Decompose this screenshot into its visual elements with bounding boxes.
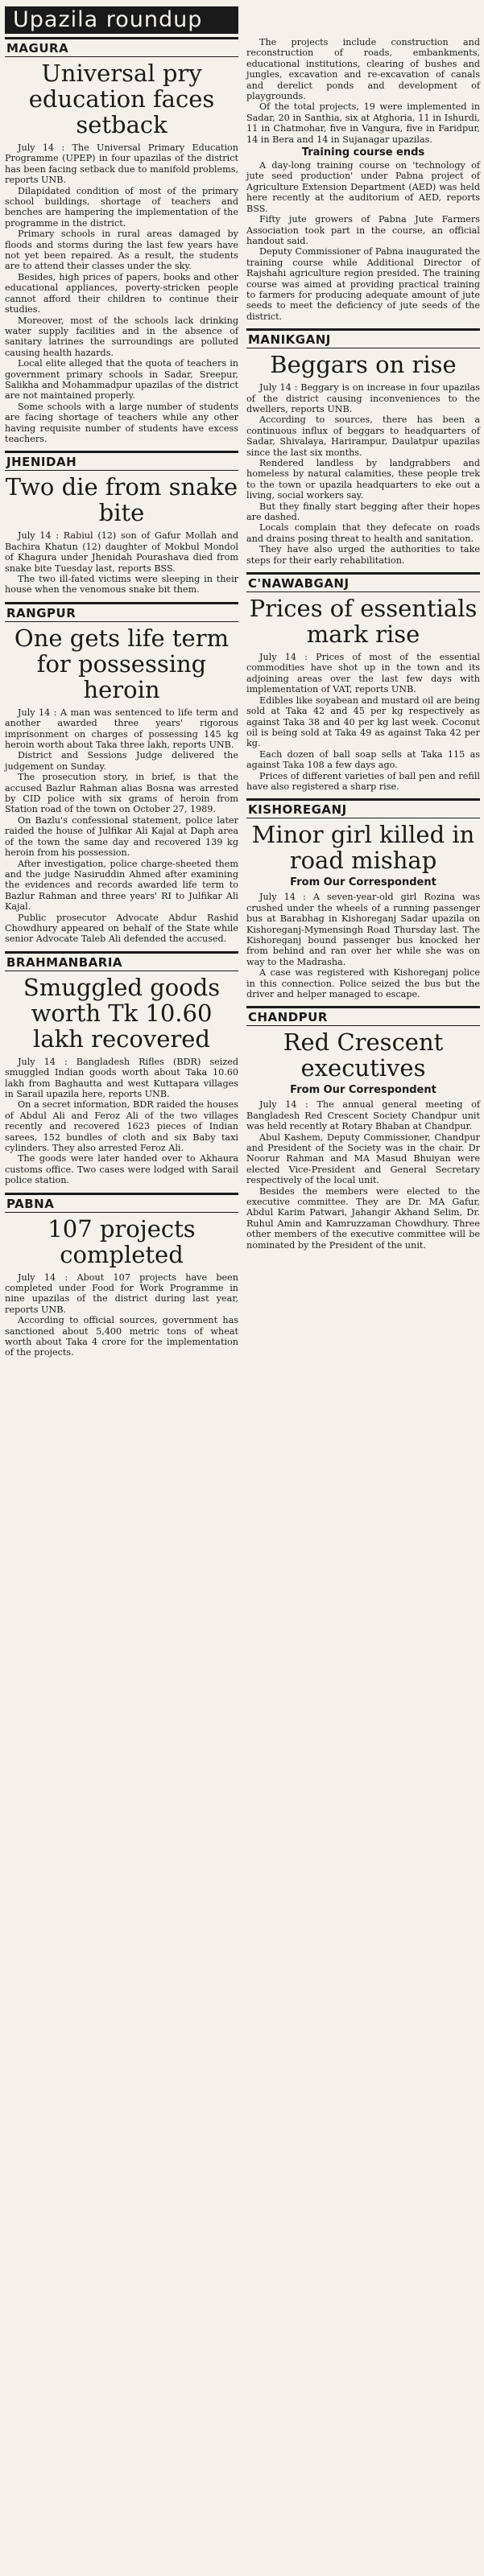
news-story <box>5 37 238 444</box>
story-paragraph: Rendered landless by landgrabbers and homeless by natural calamities, these people trek to the town or upazila headquarters to eke out a living, social workers say. <box>246 458 480 501</box>
story-paragraph: Some schools with a large number of students are facing shortage of teachers while any other having requisite number of students have excess teachers. <box>5 401 238 444</box>
story-paragraph: On a secret information, BDR raided the houses of Abdul Ali and Feroz Ali of the two villages recently and recovered 1623 pieces of Indian sarees, 152 bundles of cloth and six Baby taxi cylinders. They also arrested Feroz Ali. <box>5 1099 238 1153</box>
news-story <box>5 1193 238 1358</box>
dateline-place: RANGPUR <box>5 602 238 622</box>
story-byline: From Our Correspondent <box>290 876 436 889</box>
story-paragraph: Each dozen of ball soap sells at Taka 115 as against Taka 108 a few days ago. <box>246 748 480 771</box>
story-headline: Two die from snake bite <box>5 473 238 527</box>
dateline-place: MAGURA <box>5 37 238 57</box>
story-paragraph: Dilapidated condition of most of the primary school buildings, shortage of teachers and benches are hampering the implementation of the programme in the district. <box>5 185 238 229</box>
story-paragraph: Prices of different varieties of ball pen and refill have also registered a sharp rise. <box>246 770 480 792</box>
story-paragraph: Edibles like soyabean and mustard oil are being sold at Taka 42 and 45 per kg respectively as against Taka 38 and 40 per kg last week. Coconut oil is being sold at Taka 49 as against Taka 42 per kg. <box>246 694 480 749</box>
right-column <box>246 37 480 1365</box>
story-paragraph: The prosecution story, in brief, is that the accused Bazlur Rahman alias Bosna was arrested by CID police with six grams of heroin from Station road of the town on October 27, 1989. <box>5 772 238 815</box>
story-paragraph: District and Sessions Judge delivered the judgement on Sunday. <box>5 750 238 772</box>
story-paragraph: The projects include construction and reconstruction of roads, embankments, educational institutions, clearing of bushes and jungles, excavation and re-excavation of canals and derelict ponds and development of playgrounds. <box>246 37 480 102</box>
story-paragraph: The two ill-fated victims were sleeping in their house when the venomous snake bit them. <box>5 574 238 596</box>
news-story <box>246 37 480 322</box>
dateline-place: PABNA <box>5 1193 238 1213</box>
story-headline: Minor girl killed in road mishap <box>251 821 475 875</box>
news-story <box>246 328 480 566</box>
story-paragraph: They have also urged the authorities to take steps for their early rehabilitation. <box>246 544 480 566</box>
story-paragraph: According to official sources, government has sanctioned about 5,400 metric tons of wheat worth about Taka 4 crore for the implementation of the projects. <box>5 1315 238 1358</box>
story-paragraph: According to sources, there has been a continuous influx of beggars to headquarters of Sadar, Shivalaya, Harirampur, Daulatpur upazilas since the last six months. <box>246 414 480 458</box>
dateline-place: CHANDPUR <box>246 1006 480 1026</box>
news-story <box>5 602 238 945</box>
story-paragraph: Deputy Commissioner of Pabna inaugurated the training course while Additional Director of Rajshahi agriculture region presided. The training course was aimed at providing practical training to farmers for producing adequate amount of jute seeds to meet the deficiency of jute seeds of the district. <box>246 246 480 322</box>
story-paragraph: Besides the members were elected to the executive committee. They are Dr. MA Gafur, Abdul Karim Patwari, Jahangir Akhand Selim, Dr. Ruhul Amin and Kamruzzaman Chowdhury. Three other members of the executive committee will be nominated by the President of the unit. <box>246 1185 480 1251</box>
news-story <box>5 951 238 1186</box>
story-paragraph: July 14 : Prices of most of the essential commodities have shot up in the town and its adjoining areas over the last few days with implementation of VAT, reports UNB. <box>246 652 480 695</box>
dateline-place: BRAHMANBARIA <box>5 951 238 971</box>
story-headline: Red Crescent executives <box>283 1028 444 1082</box>
story-paragraph: July 14 : The annual general meeting of Bangladesh Red Crescent Society Chandpur unit was held recently at Rotary Bhaban at Chandpur. <box>246 1099 480 1132</box>
story-paragraph: July 14 : About 107 projects have been completed under Food for Work Programme in nine upazilas of the district during last year, reports UNB. <box>5 1272 238 1315</box>
news-story <box>246 798 480 999</box>
story-paragraph: July 14 : Bangladesh Rifles (BDR) seized smuggled Indian goods worth about Taka 10.60 lakh from Baghautta and west Kuttapara villages in Sarail upazila here, reports UNB. <box>5 1056 238 1099</box>
dateline-place: KISHOREGANJ <box>246 798 480 818</box>
story-headline: Universal pry education faces setback <box>28 60 215 138</box>
dateline-place: C'NAWABGANJ <box>246 572 480 592</box>
dateline-place: MANIKGANJ <box>246 328 480 348</box>
story-paragraph: But they finally start begging after their hopes are dashed. <box>246 501 480 523</box>
news-story <box>5 451 238 595</box>
story-paragraph: Public prosecutor Advocate Abdur Rashid Chowdhury appeared on behalf of the State while senior Advocate Taleb Ali defended the accused. <box>5 912 238 945</box>
story-headline: Smuggled goods worth Tk 10.60 lakh recovered <box>23 973 221 1053</box>
story-paragraph: July 14 : The Universal Primary Education Programme (UPEP) in four upazilas of the district has been facing setback due to manifold problems, reports UNB. <box>5 142 238 186</box>
story-subhead: Training course ends <box>301 146 425 159</box>
news-story <box>246 1006 480 1251</box>
story-paragraph: A case was registered with Kishoreganj police in this connection. Police seized the bus but the driver and helper managed to escape. <box>246 967 480 999</box>
story-paragraph: Primary schools in rural areas damaged by floods and storms during the last few years have not yet been repaired. As a result, the students are to attend their classes under the sky. <box>5 229 238 272</box>
story-paragraph: July 14 : A seven-year-old girl Rozina was crushed under the wheels of a running passenger bus at Barabhag in Kishoreganj Sadar upazila on Kishoreganj-Mymensingh Road Thursday last. The Kishoreganj bound passenger bus knocked her from behind and ran over her while she was on way to the Madrasha. <box>246 892 480 967</box>
story-paragraph: After investigation, police charge-sheeted them and the judge Nasiruddin Ahmed after examining the evidences and records awarded life term to Bazlur Rahman and three years' RI to Julfikar Ali Kajal. <box>5 858 238 913</box>
story-paragraph: Fifty jute growers of Pabna Jute Farmers Association took part in the course, an official handout said. <box>246 214 480 246</box>
story-paragraph: On Bazlu's confessional statement, police later raided the house of Julfikar Ali Kajal at Daph area of the town the same day and recovered 139 kg heroin from his possession. <box>5 814 238 859</box>
section-masthead: Upazila roundup <box>5 6 238 34</box>
story-paragraph: July 14 : A man was sentenced to life term and another awarded three years' rigorous imprisonment on charges of possessing 145 kg heroin worth about Taka three lakh, reports UNB. <box>5 707 238 751</box>
story-paragraph: July 14 : Beggary is on increase in four upazilas of the district causing inconveniences to the dwellers, reports UNB. <box>246 382 480 414</box>
story-paragraph: The goods were later handed over to Akhaura customs office. Two cases were lodged with Sarail police station. <box>5 1153 238 1186</box>
story-paragraph: Locals complain that they defecate on roads and drains posing threat to health and sanitation. <box>246 522 480 544</box>
left-column <box>5 37 238 1365</box>
story-headline: Beggars on rise <box>270 351 457 379</box>
columns <box>5 37 479 1365</box>
news-story <box>246 572 480 792</box>
story-headline: 107 projects completed <box>48 1214 196 1268</box>
story-paragraph: Of the total projects, 19 were implemented in Sadar, 20 in Santhia, six at Atghoria, 11 in Ishurdi, 11 in Chatmohar, five in Vangura, five in Faridpur, 14 in Bera and 14 in Sujanagar upazilas. <box>246 101 480 145</box>
story-paragraph: Abul Kashem, Deputy Commissioner, Chandpur and President of the Society was in the chair. Dr Noorur Rahman and MA Masud Bhuiyan were elected Vice-President and General Secretary respectively of the local unit. <box>246 1131 480 1186</box>
dateline-place: JHENIDAH <box>5 451 238 471</box>
story-paragraph: Moreover, most of the schools lack drinking water supply facilities and in the absence of sanitary latrines the surroundings are polluted causing health hazards. <box>5 315 238 358</box>
story-headline: Prices of essentials mark rise <box>249 595 478 649</box>
story-paragraph: Local elite alleged that the quota of teachers in government primary schools in Sadar, Sreepur, Salikha and Mohammadpur upazilas of the district are not maintained properly. <box>5 358 238 402</box>
story-paragraph: A day-long training course on 'technology of jute seed production' under Pabna project of Agriculture Extension Department (AED) was held here recently at the auditorium of AED, reports BSS. <box>246 160 480 214</box>
story-paragraph: July 14 : Rabiul (12) son of Gafur Mollah and Bachira Khatun (12) daughter of Mokbul Mondol of Khagura under Jhenidah Pourashava died from snake bite Tuesday last, reports BSS. <box>5 530 238 574</box>
story-headline: One gets life term for possessing heroin <box>14 624 230 703</box>
story-paragraph: Besides, high prices of papers, books and other educational appliances, poverty-stricken people cannot afford their children to continue their studies. <box>5 271 238 315</box>
story-byline: From Our Correspondent <box>290 1084 436 1097</box>
